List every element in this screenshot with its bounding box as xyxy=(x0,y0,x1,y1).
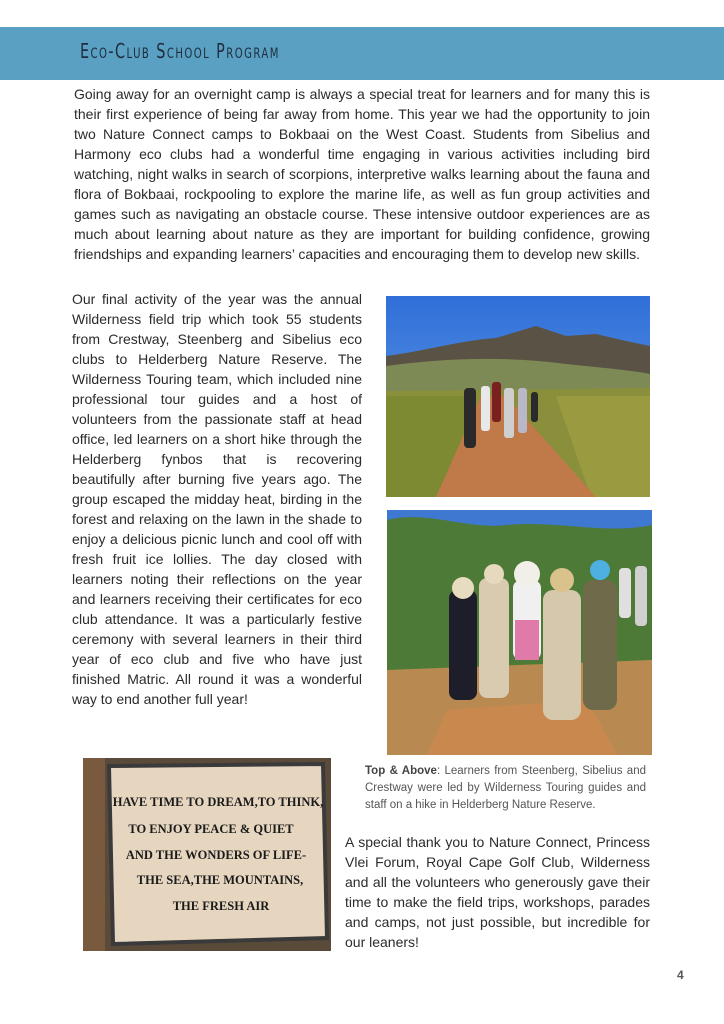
group-photo xyxy=(387,510,652,755)
header-band xyxy=(0,27,724,80)
stone-plaque-photo xyxy=(83,758,331,951)
plaque-line: HAVE TIME TO DREAM,TO THINK, xyxy=(112,795,324,809)
page-title: Eco-Club School Program xyxy=(80,39,280,63)
hiking-trail-photo xyxy=(386,296,650,497)
photo-caption xyxy=(365,763,646,814)
plaque-line: TO ENJOY PEACE & QUIET xyxy=(128,822,294,836)
plaque-line: THE SEA,THE MOUNTAINS, xyxy=(136,873,304,887)
caption-label: Top & Above xyxy=(365,765,437,777)
caption-text: : Learners from Steenberg, Sibelius and Crestway were led by Wilderness Touring guides and staff on a hike in Helderberg Nature Reserve. xyxy=(365,765,646,811)
page-number: 4 xyxy=(677,968,684,982)
wilderness-paragraph: Our final activity of the year was the annual Wilderness field trip which took 55 students from Crestway, Steenberg and Sibelius eco clubs to Helderberg Nature Reserve. The Wilderness Touring team, which included nine professional tour guides and a host of volunteers from the passionate staff at head office, led learners on a short hike through the Helderberg fynbos that is recovering beautifully after burning five years ago. The group escaped the midday heat, birding in the forest and relaxing on the lawn in the shade to enjoy a delicious picnic lunch and cool off with fresh fruit ice lollies. The day closed with learners noting their reflections on the year and learners receiving their certificates for eco club attendance. It was a particularly festive ceremony with several learners in their third year of eco club and five who have just finished Matric. All round it was a wonderful way to end another full year! xyxy=(72,291,362,707)
intro-paragraph: Going away for an overnight camp is always a special treat for learners and for many this is their first experience of being far away from home. This year we had the opportunity to join two Nature Connect camps to Bokbaai on the West Coast. Students from Sibelius and Harmony eco clubs had a wonderful time engaging in various activities including bird watching, night walks in search of scorpions, interpretive walks learning about the fauna and flora of Bokbaai, rockpooling to explore the marine life, as well as fun group activities and games such as navigating an obstacle course. These intensive outdoor experiences are as much about learning about nature as they are important for building confidence, growing friendships and expanding learners’ capacities and encouraging them to develop new skills. xyxy=(74,86,650,262)
plaque-line: THE FRESH AIR xyxy=(172,899,270,913)
plaque-line: AND THE WONDERS OF LIFE- xyxy=(125,848,307,862)
thanks-paragraph: A special thank you to Nature Connect, Princess Vlei Forum, Royal Cape Golf Club, Wilderness and all the volunteers who generously gave their time to make the field trips, workshops, parades and camps, not just possible, but incredible for our leaners! xyxy=(345,834,650,950)
